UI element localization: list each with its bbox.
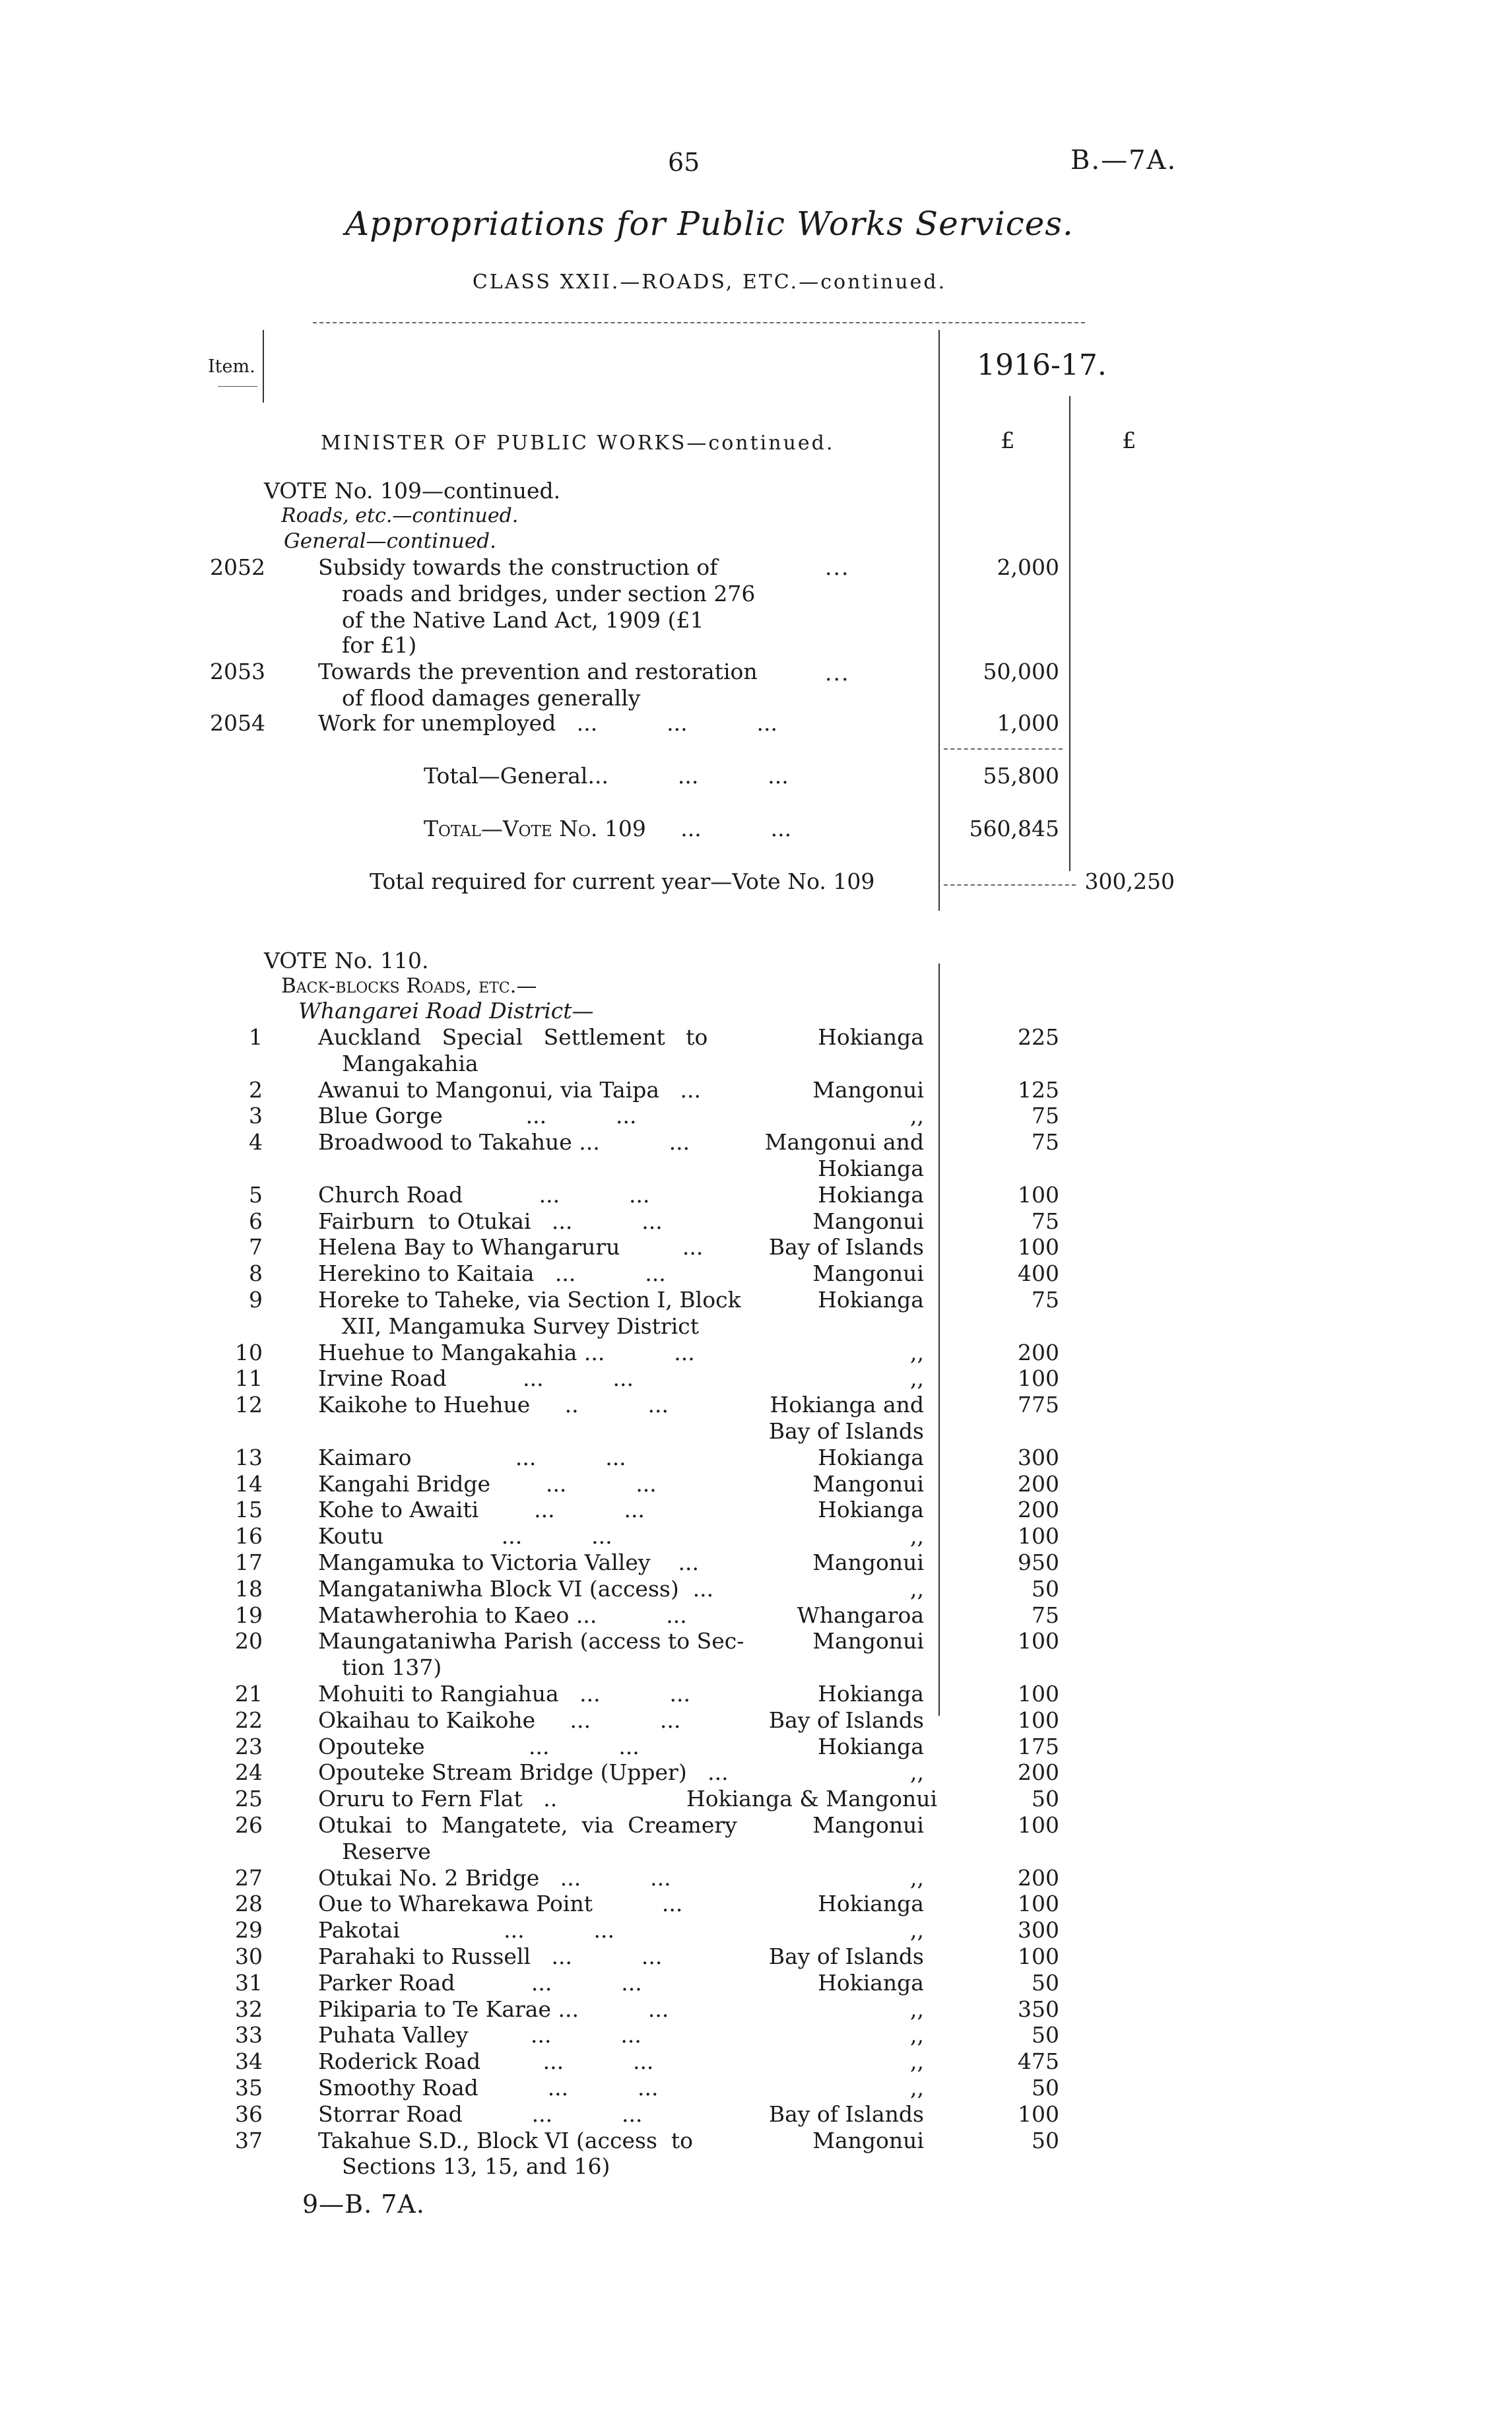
pound-column-1: £ bbox=[1001, 428, 1015, 454]
item-description: Fairburn to Otukai ... ... bbox=[318, 1208, 663, 1234]
item-district: Hokianga bbox=[818, 1287, 924, 1313]
item-amount: 50 bbox=[1032, 2075, 1059, 2101]
page-title: Appropriations for Public Works Services. bbox=[345, 205, 1074, 243]
year-heading: 1916-17. bbox=[977, 348, 1107, 382]
item-number: 32 bbox=[235, 1996, 263, 2022]
item-description-cont: roads and bridges, under section 276 bbox=[342, 581, 756, 606]
vote-110-heading: VOTE No. 110. bbox=[264, 948, 429, 973]
item-description-cont: of flood damages generally bbox=[342, 685, 641, 711]
item-amount: 75 bbox=[1032, 1208, 1059, 1234]
item-number: 27 bbox=[235, 1864, 263, 1891]
item-district: ,, bbox=[910, 2022, 924, 2048]
item-description: Church Road ... ... bbox=[318, 1181, 650, 1208]
item-amount: 1,000 bbox=[997, 710, 1059, 736]
item-description-cont: of the Native Land Act, 1909 (£1 bbox=[342, 607, 704, 633]
item-description: Otukai to Mangatete, via Creamery bbox=[318, 1812, 737, 1838]
item-district: Hokianga bbox=[818, 1024, 924, 1050]
item-number: 2053 bbox=[210, 659, 265, 684]
item-district: ,, bbox=[910, 2048, 924, 2075]
item-description: Storrar Road ... ... bbox=[318, 2101, 643, 2127]
pound-column-2: £ bbox=[1122, 428, 1136, 454]
item-district: ,, bbox=[910, 1917, 924, 1943]
item-description: Smoothy Road ... ... bbox=[318, 2075, 659, 2101]
item-number: 31 bbox=[235, 1969, 263, 1996]
item-number: 21 bbox=[235, 1681, 263, 1707]
item-number: 28 bbox=[235, 1891, 263, 1917]
item-district: ,, bbox=[910, 1103, 924, 1129]
item-underline bbox=[218, 386, 257, 387]
item-description: Irvine Road ... ... bbox=[318, 1365, 634, 1392]
item-description-cont: for £1) bbox=[342, 632, 417, 658]
item-description: Oruru to Fern Flat .. bbox=[318, 1786, 558, 1812]
item-amount: 300 bbox=[1018, 1444, 1059, 1470]
item-number: 30 bbox=[235, 1943, 263, 1969]
item-description: Blue Gorge ... ... bbox=[318, 1103, 637, 1129]
item-number: 9 bbox=[249, 1287, 263, 1313]
item-amount: 75 bbox=[1032, 1287, 1059, 1313]
item-district: ,, bbox=[910, 1365, 924, 1392]
vote-109-subheading-text: Roads, etc.—continued. bbox=[281, 504, 519, 527]
item-amount: 200 bbox=[1018, 1497, 1059, 1523]
item-number: 25 bbox=[235, 1786, 263, 1812]
item-amount: 100 bbox=[1018, 1891, 1059, 1917]
item-amount: 225 bbox=[1018, 1024, 1059, 1050]
item-district: Mangonui bbox=[812, 1812, 924, 1838]
item-description: Work for unemployed ... ... ... bbox=[318, 710, 777, 736]
item-description: Parker Road ... ... bbox=[318, 1969, 642, 1996]
item-amount: 2,000 bbox=[997, 554, 1059, 580]
item-column-label: Item. bbox=[208, 356, 255, 377]
item-number: 17 bbox=[235, 1550, 263, 1575]
item-district: ,, bbox=[910, 1575, 924, 1602]
item-description: Pakotai ... ... bbox=[318, 1917, 614, 1943]
item-description: Okaihau to Kaikohe ... ... bbox=[318, 1707, 681, 1733]
item-description-cont: Reserve bbox=[342, 1838, 431, 1864]
vote-109-subheading bbox=[281, 503, 518, 529]
item-amount: 100 bbox=[1018, 1707, 1059, 1733]
item-amount: 100 bbox=[1018, 2101, 1059, 2127]
item-amount: 475 bbox=[1018, 2048, 1059, 2075]
item-number: 33 bbox=[235, 2022, 263, 2048]
item-amount: 175 bbox=[1018, 1733, 1059, 1759]
item-number: 4 bbox=[249, 1129, 263, 1156]
item-number: 36 bbox=[235, 2101, 263, 2127]
item-amount: 50 bbox=[1032, 2022, 1059, 2048]
item-amount: 100 bbox=[1018, 1181, 1059, 1208]
item-description: Matawherohia to Kaeo ... ... bbox=[318, 1602, 687, 1628]
item-district: Whangaroa bbox=[797, 1602, 924, 1628]
item-number: 6 bbox=[249, 1208, 263, 1234]
item-district: Bay of Islands bbox=[768, 1707, 924, 1733]
item-description: Oue to Wharekawa Point ... bbox=[318, 1891, 683, 1917]
item-district: ,, bbox=[910, 1339, 924, 1365]
item-amount: 50 bbox=[1032, 1786, 1059, 1812]
item-number: 12 bbox=[235, 1392, 263, 1418]
total-vote-label: Total—Vote No. 109 ... ... bbox=[424, 816, 792, 841]
item-number: 14 bbox=[235, 1470, 263, 1497]
item-description: Subsidy towards the construction of bbox=[318, 554, 718, 580]
subtotal-rule bbox=[944, 748, 1063, 750]
item-number: 23 bbox=[235, 1733, 263, 1759]
item-number: 16 bbox=[235, 1523, 263, 1550]
item-amount: 200 bbox=[1018, 1759, 1059, 1786]
item-district: Hokianga bbox=[818, 1681, 924, 1707]
item-description: Broadwood to Takahue ... ... bbox=[318, 1129, 690, 1156]
item-district: Hokianga and bbox=[770, 1392, 924, 1418]
item-amount: 200 bbox=[1018, 1864, 1059, 1891]
column-rule-1b bbox=[938, 963, 940, 1716]
vote-109-general: General—continued. bbox=[284, 529, 496, 553]
item-rule bbox=[263, 330, 264, 403]
item-district: ,, bbox=[910, 2075, 924, 2101]
item-amount: 100 bbox=[1018, 1523, 1059, 1550]
item-number: 29 bbox=[235, 1917, 263, 1943]
item-amount: 50 bbox=[1032, 1969, 1059, 1996]
item-district: Hokianga bbox=[818, 1181, 924, 1208]
item-description: Takahue S.D., Block VI (access to bbox=[318, 2127, 694, 2153]
item-description: Awanui to Mangonui, via Taipa ... bbox=[318, 1076, 701, 1103]
item-description: Kangahi Bridge ... ... bbox=[318, 1470, 657, 1497]
item-amount: 50 bbox=[1032, 1575, 1059, 1602]
total-general-amount: 55,800 bbox=[983, 763, 1059, 789]
item-number: 8 bbox=[249, 1260, 263, 1287]
item-number: 35 bbox=[235, 2075, 263, 2101]
item-district: Hokianga bbox=[818, 1969, 924, 1996]
item-description: Kohe to Awaiti ... ... bbox=[318, 1497, 645, 1523]
item-amount: 125 bbox=[1018, 1076, 1059, 1103]
item-district: Mangonui bbox=[812, 1260, 924, 1287]
item-amount: 950 bbox=[1018, 1550, 1059, 1575]
district-heading: Whangarei Road District— bbox=[298, 998, 594, 1024]
item-description-cont: Sections 13, 15, and 16) bbox=[342, 2153, 610, 2180]
item-district: Mangonui bbox=[812, 1208, 924, 1234]
item-number: 11 bbox=[235, 1365, 263, 1392]
item-number: 18 bbox=[235, 1575, 263, 1602]
item-number: 22 bbox=[235, 1707, 263, 1733]
header-rule bbox=[313, 322, 1085, 323]
item-description: Herekino to Kaitaia ... ... bbox=[318, 1260, 666, 1287]
item-amount: 100 bbox=[1018, 1365, 1059, 1392]
item-amount: 200 bbox=[1018, 1470, 1059, 1497]
item-amount: 100 bbox=[1018, 1234, 1059, 1260]
item-number: 13 bbox=[235, 1444, 263, 1470]
item-description: Koutu ... ... bbox=[318, 1523, 612, 1550]
document-reference: B.—7A. bbox=[1070, 145, 1177, 176]
item-district: ,, bbox=[910, 1523, 924, 1550]
item-district-cont: Hokianga bbox=[818, 1156, 924, 1181]
item-district: Hokianga & Mangonui bbox=[686, 1786, 938, 1812]
item-district: ,, bbox=[910, 1996, 924, 2022]
item-description: Roderick Road ... ... bbox=[318, 2048, 654, 2075]
item-number: 2 bbox=[249, 1076, 263, 1103]
item-district: Mangonui bbox=[812, 2127, 924, 2153]
item-amount: 50 bbox=[1032, 2127, 1059, 2153]
item-amount: 300 bbox=[1018, 1917, 1059, 1943]
total-required-label: Total required for current year—Vote No. 109 bbox=[370, 868, 875, 894]
item-amount: 200 bbox=[1018, 1339, 1059, 1365]
column-rule-2 bbox=[1069, 396, 1070, 871]
item-amount: 100 bbox=[1018, 1628, 1059, 1654]
item-district: Hokianga bbox=[818, 1891, 924, 1917]
item-description: Horeke to Taheke, via Section I, Block bbox=[318, 1287, 741, 1313]
item-amount: 75 bbox=[1032, 1602, 1059, 1628]
item-description: Kaimaro ... ... bbox=[318, 1444, 626, 1470]
item-number: 7 bbox=[249, 1234, 263, 1260]
item-district: Mangonui bbox=[812, 1076, 924, 1103]
item-description-cont: XII, Mangamuka Survey District bbox=[342, 1313, 699, 1339]
item-district: Hokianga bbox=[818, 1497, 924, 1523]
item-description: Opouteke Stream Bridge (Upper) ... bbox=[318, 1759, 729, 1786]
item-description-cont: tion 137) bbox=[342, 1654, 442, 1681]
item-amount: 350 bbox=[1018, 1996, 1059, 2022]
leader-dots: ... bbox=[825, 660, 850, 686]
item-description-cont: Mangakahia bbox=[342, 1050, 478, 1076]
item-number: 15 bbox=[235, 1497, 263, 1523]
item-amount: 50,000 bbox=[983, 659, 1059, 684]
item-number: 5 bbox=[249, 1181, 263, 1208]
item-district: Mangonui bbox=[812, 1470, 924, 1497]
footer-signature: 9—B. 7A. bbox=[302, 2190, 425, 2219]
item-description: Parahaki to Russell ... ... bbox=[318, 1943, 663, 1969]
total-required-amount: 300,250 bbox=[1084, 868, 1175, 894]
vote-110-subheading: Back-blocks Roads, etc.— bbox=[281, 974, 537, 998]
total-general-label: Total—General... ... ... bbox=[424, 763, 789, 789]
item-number: 37 bbox=[235, 2127, 263, 2153]
class-heading: CLASS XXII.—ROADS, ETC.—continued. bbox=[472, 271, 947, 294]
item-amount: 75 bbox=[1032, 1103, 1059, 1129]
leader-dots: ... bbox=[825, 554, 850, 580]
item-number: 34 bbox=[235, 2048, 263, 2075]
total-vote-amount: 560,845 bbox=[969, 816, 1059, 841]
item-district: Hokianga bbox=[818, 1444, 924, 1470]
item-description: Otukai No. 2 Bridge ... ... bbox=[318, 1864, 671, 1891]
item-amount: 75 bbox=[1032, 1129, 1059, 1156]
item-amount: 100 bbox=[1018, 1681, 1059, 1707]
item-description: Mohuiti to Rangiahua ... ... bbox=[318, 1681, 691, 1707]
item-description: Maungataniwha Parish (access to Sec- bbox=[318, 1628, 744, 1654]
item-description: Mangamuka to Victoria Valley ... bbox=[318, 1550, 699, 1575]
item-district-cont: Bay of Islands bbox=[768, 1418, 924, 1444]
item-district: ,, bbox=[910, 1759, 924, 1786]
item-district: Mangonui bbox=[812, 1550, 924, 1575]
item-amount: 100 bbox=[1018, 1943, 1059, 1969]
item-description: Opouteke ... ... bbox=[318, 1733, 640, 1759]
item-district: Mangonui bbox=[812, 1628, 924, 1654]
item-description: Puhata Valley ... ... bbox=[318, 2022, 641, 2048]
item-amount: 775 bbox=[1018, 1392, 1059, 1418]
item-number: 10 bbox=[235, 1339, 263, 1365]
item-number: 20 bbox=[235, 1628, 263, 1654]
item-number: 26 bbox=[235, 1812, 263, 1838]
item-description: Huehue to Mangakahia ... ... bbox=[318, 1339, 695, 1365]
item-number: 2052 bbox=[210, 554, 265, 580]
item-amount: 100 bbox=[1018, 1812, 1059, 1838]
item-number: 2054 bbox=[210, 710, 265, 736]
item-description: Kaikohe to Huehue .. ... bbox=[318, 1392, 669, 1418]
item-district: Mangonui and bbox=[764, 1129, 924, 1156]
minister-heading: MINISTER OF PUBLIC WORKS—continued. bbox=[321, 432, 835, 455]
item-number: 19 bbox=[235, 1602, 263, 1628]
item-district: Bay of Islands bbox=[768, 2101, 924, 2127]
item-district: ,, bbox=[910, 1864, 924, 1891]
item-description: Towards the prevention and restoration bbox=[318, 659, 758, 684]
item-description: Helena Bay to Whangaruru ... bbox=[318, 1234, 704, 1260]
item-description: Pikiparia to Te Karae ... ... bbox=[318, 1996, 669, 2022]
vote-109-heading: VOTE No. 109—continued. bbox=[264, 478, 561, 504]
item-description: Auckland Special Settlement to bbox=[318, 1024, 708, 1050]
item-number: 3 bbox=[249, 1103, 263, 1129]
item-district: Hokianga bbox=[818, 1733, 924, 1759]
item-number: 24 bbox=[235, 1759, 263, 1786]
page-number: 65 bbox=[668, 148, 700, 177]
item-district: Bay of Islands bbox=[768, 1943, 924, 1969]
item-amount: 400 bbox=[1018, 1260, 1059, 1287]
item-number: 1 bbox=[249, 1024, 263, 1050]
item-district: Bay of Islands bbox=[768, 1234, 924, 1260]
item-description: Mangataniwha Block VI (access) ... bbox=[318, 1575, 714, 1602]
